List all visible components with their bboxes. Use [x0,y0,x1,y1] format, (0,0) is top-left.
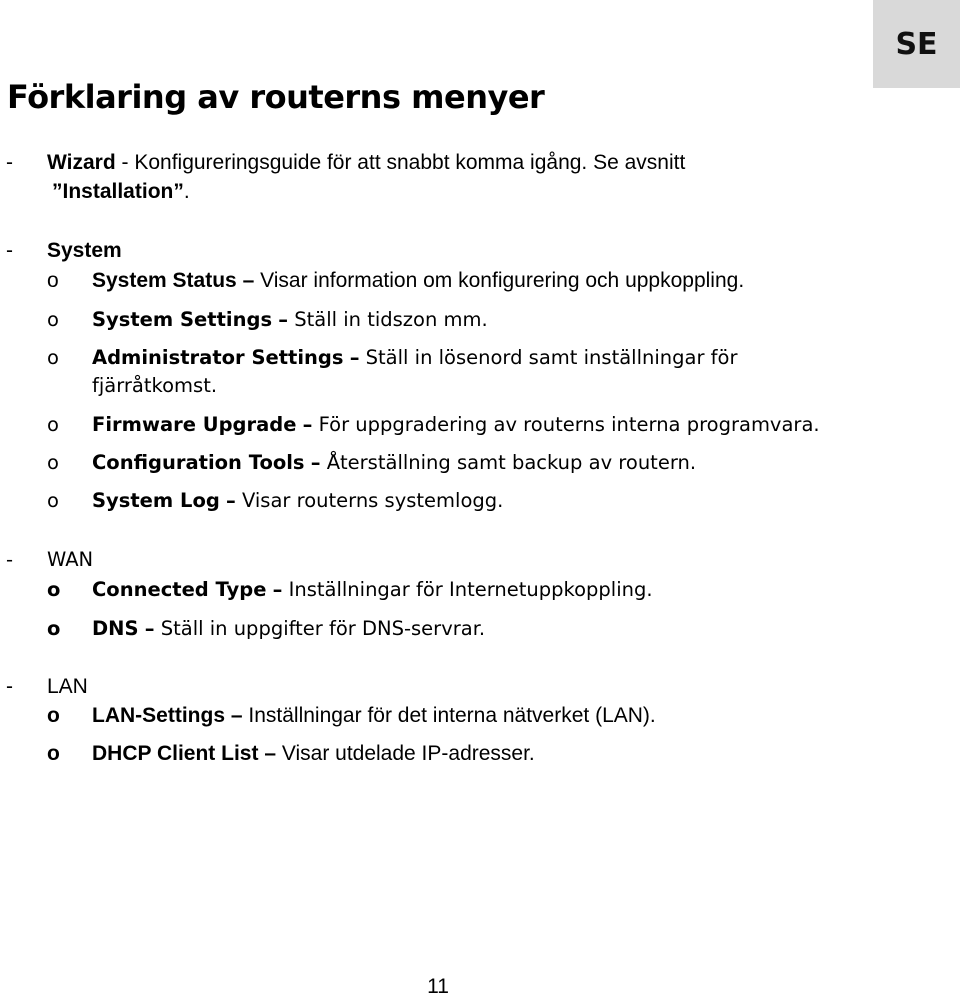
item-label: Administrator Settings [92,346,344,369]
bullet: o [47,578,61,601]
bullet: o [47,704,60,727]
section-dash: - [6,239,13,262]
item-description: Ställ in uppgifter för DNS-servrar. [160,617,486,640]
bullet: o [47,346,59,369]
section-dash: - [6,151,13,174]
item-label: LAN-Settings [92,704,225,727]
section-title-wan: WAN [47,548,94,571]
bullet: o [47,269,59,292]
item-label: Connected Type [92,578,267,601]
item-description: Återställning samt backup av routern. [326,451,697,474]
item-label: DNS [92,617,139,640]
language-tab: SE [873,0,960,88]
item-description: Inställningar för Internetuppkoppling. [288,578,653,601]
installation-reference: ”Installation” [52,180,184,203]
item-label: System Status [92,269,237,292]
item-label: Configuration Tools [92,451,305,474]
section-dash: - [6,675,13,698]
bullet: o [47,617,61,640]
section-title-system: System [47,239,122,262]
item-label: System Settings [92,308,273,331]
item-description: Inställningar för det interna nätverket (LAN). [248,704,656,727]
item-description: För uppgradering av routerns interna programvara. [318,413,820,436]
page-number: 11 [427,975,449,998]
section-separator: - [115,151,135,174]
item-label: DHCP Client List [92,742,259,765]
item-description: Ställ in tidszon mm. [294,308,488,331]
item-description: Visar routerns systemlogg. [241,489,504,512]
item-description: Visar information om konfigurering och uppkoppling. [260,269,745,292]
bullet: o [47,742,60,765]
item-description-cont: fjärråtkomst. [92,374,218,397]
page-title: Förklaring av routerns menyer [7,78,545,116]
section-title-wizard: Wizard [47,151,116,174]
item-label: System Log [92,489,220,512]
section-dash: - [6,548,14,571]
section-title-lan: LAN [47,675,88,698]
bullet: o [47,451,59,474]
item-label: Firmware Upgrade [92,413,297,436]
item-description: Ställ in lösenord samt inställningar för [365,346,738,369]
item-description: Visar utdelade IP-adresser. [281,742,535,765]
wizard-description: Konfigureringsguide för att snabbt komma igång. Se avsnitt [134,151,686,174]
bullet: o [47,308,59,331]
bullet: o [47,413,59,436]
bullet: o [47,489,59,512]
